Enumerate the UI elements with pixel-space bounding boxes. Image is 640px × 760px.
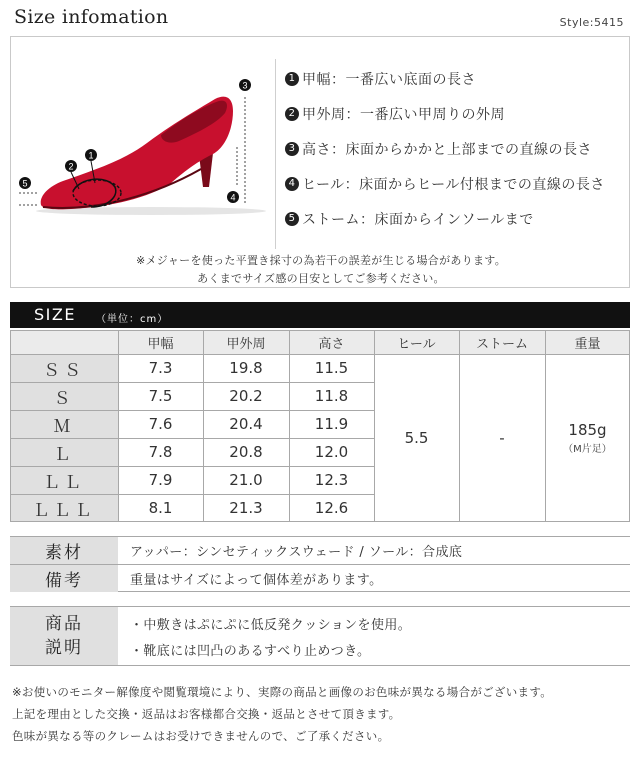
girth-cell: 20.2 [229,387,263,405]
table-line [10,410,374,411]
table-line [629,330,630,522]
measurement-note-2: あくまでサイズ感の目安としてご参考ください。 [197,272,445,285]
table-line [10,521,630,522]
height-cell: 12.3 [314,471,349,489]
measurement-item-girth [285,96,625,131]
material-remarks-block [10,536,630,592]
size-unit: （単位：cm） [96,314,169,325]
features-label [10,607,118,665]
column-header: ヒール [374,330,459,354]
column-header: 高さ [289,330,374,354]
table-line [10,382,374,383]
features-label-line2: 説明 [45,638,83,658]
disclaimer-line: 上記を理由とした交換・返品はお客様都合交換・返品とさせて頂きます。 [12,707,401,721]
table-line [10,466,374,467]
girth-cell: 20.8 [229,443,263,461]
measurement-item-heel [285,166,625,201]
table-line [374,330,375,522]
width-cell: 7.8 [148,443,173,461]
table-line [545,330,546,522]
size-label-cell: Ｍ [10,410,118,438]
guide-divider [275,59,276,249]
column-header: 甲外周 [203,330,289,354]
table-line [10,330,11,522]
number-badge: 1 [285,72,299,86]
measurement-item-storm [285,201,625,236]
shoe-illustration [11,37,281,237]
measurement-text: 高さ：床面からかかと上部までの直線の長さ [302,141,592,158]
marker-1-label: 1 [88,150,94,161]
size-label-cell: ＬＬ [10,466,118,494]
heel-cell: 5.5 [404,429,429,447]
measurement-item-height [285,131,625,166]
table-line [289,330,290,522]
disclaimer-line: 色味が異なる等のクレームはお受けできませんので、ご了承ください。 [12,729,390,743]
marker-2-label: 2 [68,161,74,172]
material-text: アッパー：シンセティックスウェード / ソール：合成底 [130,545,463,560]
feature-item: ・中敷きはぷにぷに低反発クッションを使用。 [130,617,412,633]
measurement-text: ストーム：床面からインソールまで [302,211,534,228]
table-line [459,330,460,522]
size-label-cell: ＬＬＬ [10,494,118,522]
size-section-header [10,302,630,328]
page-title: Size infomation [14,6,169,28]
number-badge: 3 [285,142,299,156]
weight-note: （M片足） [563,444,612,455]
marker-4-label: 4 [230,192,236,203]
weight-cell [545,354,630,522]
size-heading: SIZE [34,305,76,324]
marker-5-label: 5 [22,178,28,189]
size-guide-box [10,36,630,288]
width-cell: 7.6 [148,415,173,433]
height-cell: 11.5 [314,359,349,377]
girth-cell: 19.8 [229,359,263,377]
features-label-line1: 商品 [45,614,83,634]
table-line [118,330,119,522]
table-line [10,330,630,331]
number-badge: 4 [285,177,299,191]
width-cell: 8.1 [148,499,173,517]
feature-item: ・靴底には凹凸のあるすべり止めつき。 [130,643,371,659]
table-corner [10,330,118,354]
measurement-text: 甲外周：一番広い甲周りの外周 [302,106,505,123]
disclaimer-line: ※お使いのモニター解像度や閲覧環境により、実際の商品と画像のお色味が異なる場合がございます。 [12,685,553,699]
remarks-label: 備考 [10,565,118,592]
girth-cell: 20.4 [229,415,263,433]
measurement-text: ヒール：床面からヒール付根までの直線の長さ [302,176,605,193]
table-line [203,330,204,522]
width-cell: 7.5 [148,387,173,405]
size-label-cell: Ｓ [10,382,118,410]
height-cell: 11.8 [314,387,349,405]
girth-cell: 21.0 [229,471,263,489]
table-line [10,438,374,439]
column-header: 重量 [545,330,630,354]
girth-cell: 21.3 [229,499,263,517]
table-line [10,494,374,495]
size-label-cell: Ｌ [10,438,118,466]
material-label: 素材 [10,537,118,564]
column-header: 甲幅 [118,330,203,354]
height-cell: 11.9 [314,415,349,433]
height-cell: 12.6 [314,499,349,517]
style-code: Style:5415 [559,16,624,29]
height-cell: 12.0 [314,443,349,461]
size-label-cell: ＳＳ [10,354,118,382]
width-cell: 7.3 [148,359,173,377]
number-badge: 2 [285,107,299,121]
remarks-text: 重量はサイズによって個体差があります。 [130,573,383,588]
column-header: ストーム [459,330,545,354]
measurement-note: ※メジャーを使った平置き採寸の為若干の誤差が生じる場合があります。 [135,254,506,267]
marker-3-label: 3 [242,80,248,91]
storm-cell: - [499,429,505,447]
measurement-list [285,61,625,236]
weight-value: 185g [568,421,607,439]
size-table [10,330,630,522]
number-badge: 5 [285,212,299,226]
table-line [10,354,630,355]
features-block [10,606,630,666]
measurement-item-width [285,61,625,96]
width-cell: 7.9 [148,471,173,489]
measurement-text: 甲幅：一番広い底面の長さ [302,71,476,88]
shoe-diagram [11,37,281,237]
